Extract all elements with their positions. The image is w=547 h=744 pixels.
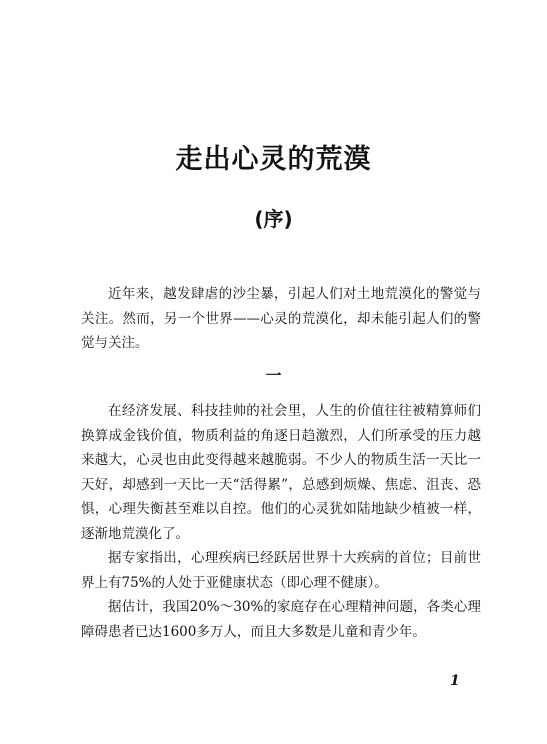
body-paragraph: 在经济发展、科技挂帅的社会里，人生的价值往往被精算师们换算成金钱价值，物质利益的角逐日趋激烈，人们所承受的压力越来越大，心灵也由此变得越来越脆弱。不少人的物质生活一天比一天好，却感到一天比一天“活得累”，总感到烦燥、焦虑、沮丧、恐惧，心理失衡甚至难以自控。他们的心灵犹如陆地缺少植被一样，逐渐地荒漠化了。 <box>81 403 481 542</box>
page-number: 1 <box>450 673 460 689</box>
section-body <box>81 399 481 644</box>
page-subtitle: (序) <box>254 207 293 231</box>
page-title: 走出心灵的荒漠 <box>175 144 372 175</box>
body-paragraph: 据专家指出，心理疾病已经跃居世界十大疾病的首位；目前世界上有75%的人处于亚健康状态（即心理不健康）。 <box>81 550 481 591</box>
section-number: 一 <box>265 366 282 385</box>
intro-paragraph: 近年来，越发肆虐的沙尘暴，引起人们对土地荒漠化的警觉与关注。然而，另一个世界——心灵的荒漠化，却未能引起人们的警觉与关注。 <box>81 286 481 351</box>
body-paragraph: 据估计，我国20%～30%的家庭存在心理精神问题，各类心理障碍患者已达1600多万人，而且大多数是儿童和青少年。 <box>81 599 481 640</box>
